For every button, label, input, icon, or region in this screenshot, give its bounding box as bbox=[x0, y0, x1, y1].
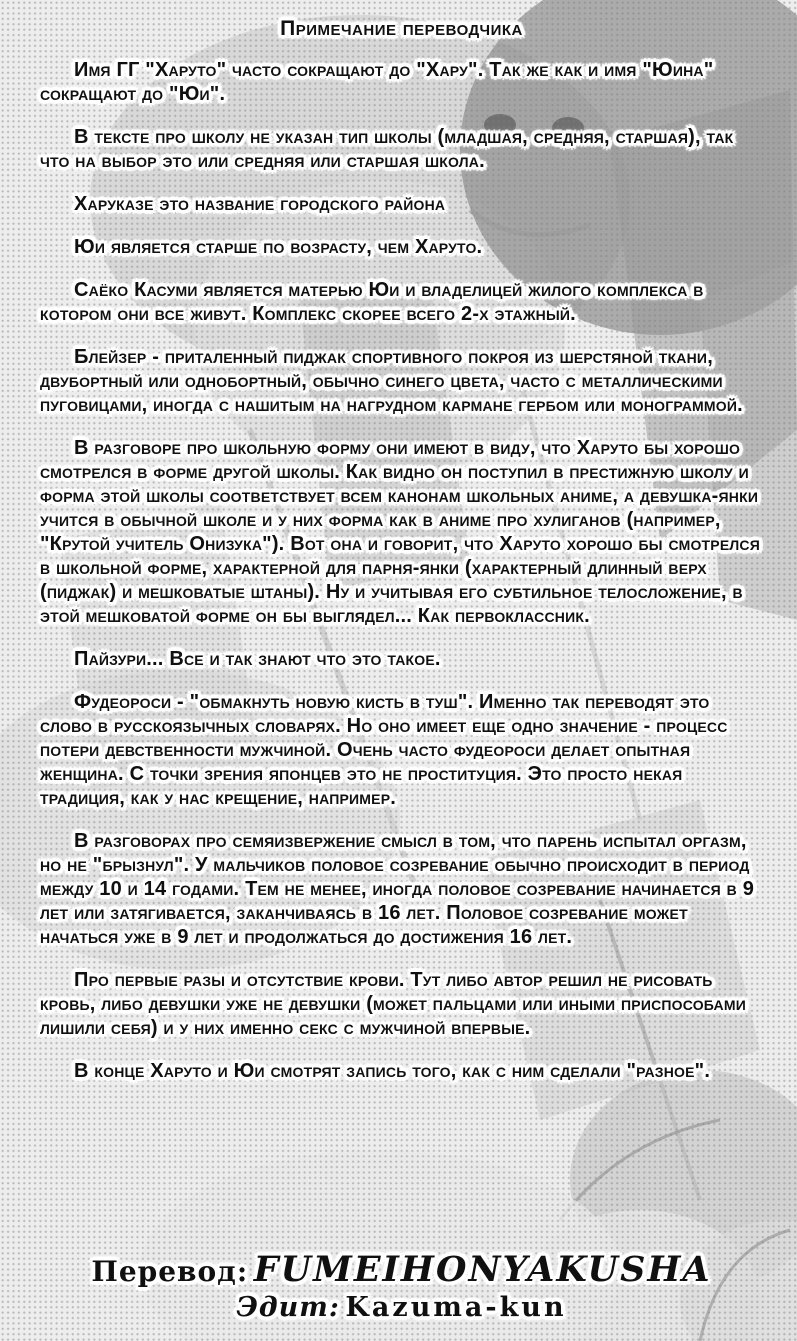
translation-label: Перевод: bbox=[91, 1255, 249, 1288]
note-paragraph: В конце Харуто и Юи смотрят запись того, как с ним сделали "разное". bbox=[74, 1060, 711, 1082]
note-paragraph: Пайзури... Все и так знают что это такое. bbox=[74, 648, 441, 670]
credits bbox=[40, 1249, 763, 1331]
translation-credit bbox=[40, 1249, 763, 1290]
edit-label: Эдит: bbox=[236, 1292, 340, 1323]
note-paragraph: Про первые разы и отсутствие крови. Тут либо автор решил не рисовать кровь, либо девушки уже не девушки (может пальцами или иными приспособами лишили себя) и у них именно секс с мужчиной впервые. bbox=[40, 969, 746, 1039]
note-paragraph: В разговорах про семяизвержение смысл в том, что парень испытал оргазм, но не "брызнул". У мальчиков половое созревание обычно происходит в период между 10 и 14 годами. Тем не менее, иногда половое созревание начинается в 9 лет или затягивается, заканчиваясь в 16 лет. Половое созревание может начаться уже в 9 лет и продолжаться до достижения 16 лет. bbox=[40, 830, 755, 948]
note-paragraph: Имя ГГ "Харуто" часто сокращают до "Хару". Так же как и имя "Юина" сокращают до "Юи". bbox=[40, 59, 714, 105]
note-paragraph: Саёко Касуми является матерью Юи и владелицей жилого комплекса в котором они все живут. Комплекс скорее всего 2-х этажный. bbox=[40, 279, 704, 325]
note-paragraph: В тексте про школу не указан тип школы (младшая, средняя, старшая), так что на выбор это или средняя или старшая школа. bbox=[40, 126, 734, 172]
note-paragraphs bbox=[40, 58, 763, 1102]
note-paragraph: Фудеороси - "обмакнуть новую кисть в туш". Именно так переводят это слово в русскоязычных словарях. Но оно имеет еще одно значение - процесс потери девственности мужчиной. Очень часто фудеороси делает опытная женщина. С точки зрения японцев это не проституция. Это просто некая традиция, как у нас крещение, например. bbox=[40, 691, 728, 809]
note-paragraph: Блейзер - приталенный пиджак спортивного покроя из шерстяной ткани, двубортный или однобортный, обычно синего цвета, часто с металлическими пуговицами, иногда с нашитым на нагрудном кармане гербом или монограммой. bbox=[40, 346, 743, 416]
edit-credit bbox=[40, 1292, 763, 1323]
note-paragraph: Харуказе это название городского района bbox=[74, 193, 446, 215]
note-paragraph: В разговоре про школьную форму они имеют в виду, что Харуто бы хорошо смотрелся в форме другой школы. Как видно он поступил в престижную школу и форма этой школы соответствует всем канонам школьных аниме, а девушка-янки учится в обычной школе и у них форма как в аниме про хулиганов (например, "Крутой учитель Онизука"). Вот она и говорит, что Харуто хорошо бы смотрелся в школьной форме, характерной для парня-янки (характерный длинный верх (пиджак) и мешковатые штаны). Ну и учитывая его субтильное телосложение, в этой мешковатой форме он бы выглядел... Как первоклассник. bbox=[40, 437, 760, 627]
editor-name: Kazuma-kun bbox=[345, 1292, 567, 1323]
note-paragraph: Юи является старше по возрасту, чем Харуто. bbox=[74, 236, 483, 258]
translator-name: FUMEIHONYAKUSHA bbox=[253, 1249, 712, 1290]
page-title: Примечание переводчика bbox=[280, 17, 523, 40]
